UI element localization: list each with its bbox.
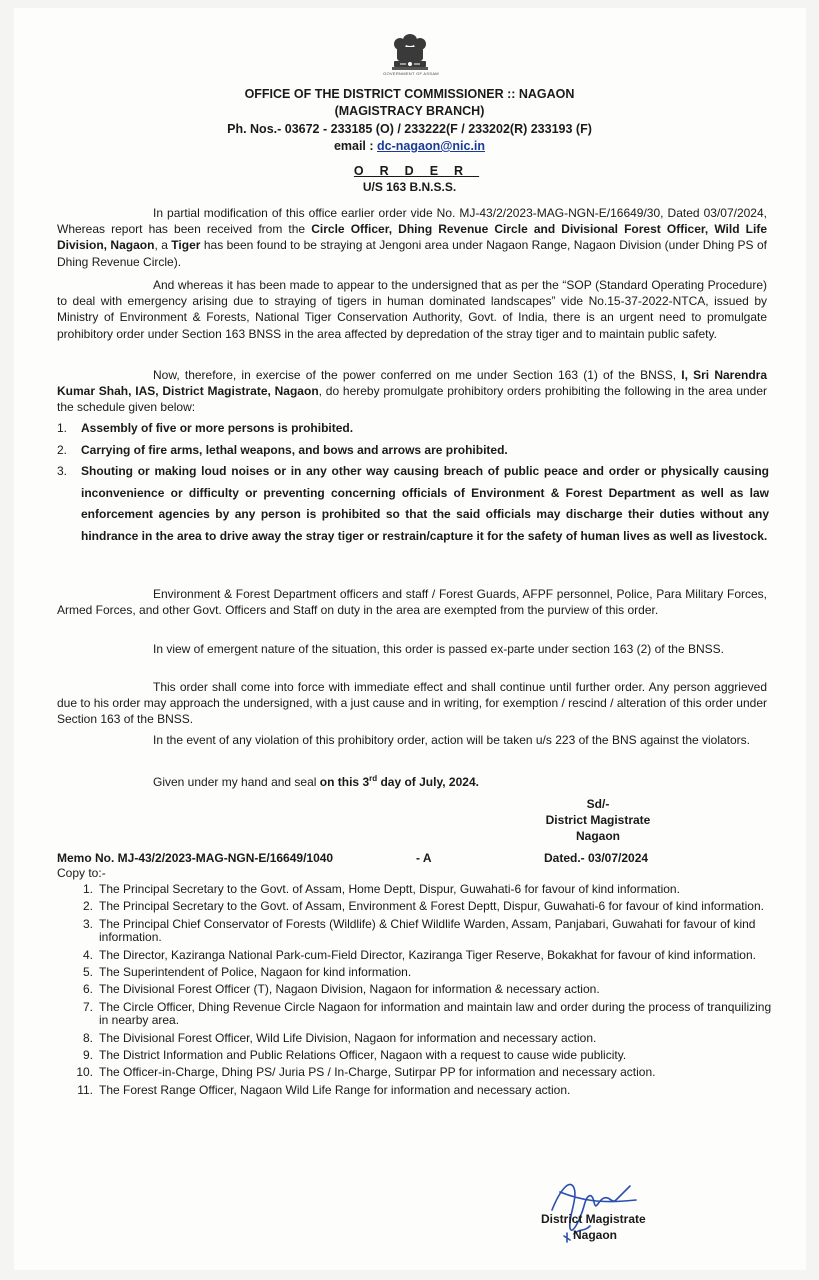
list-item: 2. The Principal Secretary to the Govt. of Assam, Environment & Forest Deptt, Dispur, Guwahati-6 for favour of kind information. — [82, 899, 764, 914]
memo-number: Memo No. MJ-43/2/2023-MAG-NGN-E/16649/1040 — [57, 851, 334, 865]
copy-to-label: Copy to:- — [57, 866, 106, 880]
signatory-place: Nagaon — [573, 1228, 618, 1242]
paragraph-2: And whereas it has been made to appear to the undersigned that as per the “SOP (Standard Operating Procedure) to deal with emergency arising due to straying of tigers in human dominated landscapes” vide No.15-37-2022-NTCA, issued by Ministry of Environment & Forests, National Tiger Conservation Authority, Govt. of India, there is an urgent need to promulgate prohibitory order under Section 163 BNSS in the area affected by depredation of the stray tiger and to maintain public safety. — [57, 278, 767, 341]
email-line — [0, 139, 819, 153]
signatory-title: District Magistrate — [545, 813, 651, 827]
copy-list — [73, 883, 773, 1101]
phone-numbers: Ph. Nos.- 03672 - 233185 (O) / 233222(F / 233202(R) 233193 (F) — [227, 122, 592, 136]
list-item: 1. The Principal Secretary to the Govt. of Assam, Home Deptt, Dispur, Guwahati-6 for favour of kind information. — [82, 882, 680, 896]
paragraph-3: Now, therefore, in exercise of the power conferred on me under Section 163 (1) of the BNSS, I, Sri Narendra Kumar Shah, IAS, District Magistrate, Nagaon, do hereby promulgate prohibitory orders prohibiting the following in the area under the schedule given below: — [57, 368, 768, 415]
branch-name: (MAGISTRACY BRANCH) — [334, 104, 485, 118]
signatory-title: District Magistrate — [541, 1212, 646, 1226]
list-item: 9. The District Information and Public Relations Officer, Nagaon with a request to cause wide publicity. — [82, 1048, 627, 1063]
list-item: 4. The Director, Kaziranga National Park-cum-Field Director, Kaziranga Tiger Reserve, Bokakhat for favour of kind information. — [82, 947, 756, 962]
emblem-caption: GOVERNMENT OF ASSAM — [383, 71, 439, 76]
signature-block-1 — [540, 796, 656, 844]
paragraph-4: Environment & Forest Department officers and staff / Forest Guards, AFPF personnel, Police, Para Military Forces, Armed Forces, and other Govt. Officers and Staff on duty in the area are exempted from the purview of this order. — [57, 587, 767, 618]
list-item: 10. The Officer-in-Charge, Dhing PS/ Juria PS / In-Charge, Sutirpar PP for information and necessary action. — [76, 1065, 656, 1080]
sd-mark: Sd/- — [586, 797, 610, 811]
paragraph-6: This order shall come into force with immediate effect and shall continue until further order. Any person aggrieved due to his order may approach the undersigned, with a just cause and in writing, for exemption / rescind / alteration of this order under Section 163 of the BNSS. — [57, 680, 767, 727]
paragraph-7: In the event of any violation of this prohibitory order, action will be taken u/s 223 of the BNS against the violators. — [153, 733, 751, 747]
office-name: OFFICE OF THE DISTRICT COMMISSIONER :: NAGAON — [244, 87, 575, 101]
order-subtitle: U/S 163 B.N.S.S. — [362, 180, 457, 194]
list-item: 5. The Superintendent of Police, Nagaon for kind information. — [82, 965, 412, 980]
given-line: Given under my hand and seal on this 3rd day of July, 2024. — [153, 774, 479, 789]
email-label: email : — [333, 139, 378, 153]
list-item: 11. The Forest Range Officer, Nagaon Wild Life Range for information and necessary action. — [77, 1082, 571, 1097]
order-title: ORDER — [353, 164, 480, 178]
paragraph-5: In view of emergent nature of the situation, this order is passed ex-parte under section 163 (2) of the BNSS. — [153, 642, 724, 656]
list-item: 2. Carrying of fire arms, lethal weapons, and bows and arrows are prohibited. — [57, 442, 508, 457]
list-item: 3. Shouting or making loud noises or in any other way causing breach of public peace and order or physically causing inconvenience or difficulty or preventing concerning officials of Environment & Forest Department as well as law enforcement agencies by any person is prohibited so that the said officials may discharge their duties without any hindrance in the area to drive away the stray tiger or restrain/capture it for the safety of human lives as well as livestock. — [57, 464, 769, 543]
memo-suffix: - A — [416, 851, 432, 865]
list-item: 6. The Divisional Forest Officer (T), Nagaon Division, Nagaon for information & necessary action. — [82, 982, 600, 997]
paragraph-1: In partial modification of this office earlier order vide No. MJ-43/2/2023-MAG-NGN-E/16649/30, Dated 03/07/2024, Whereas report has been received from the Circle Officer, Dhing Revenue Circle and Divisional Forest Officer, Wild Life Division, Nagaon, a Tiger has been found to be straying at Jengoni area under Nagaon Range, Nagaon Division (under Dhing PS of Dhing Revenue Circle). — [57, 206, 767, 269]
email-link[interactable]: dc-nagaon@nic.in — [377, 139, 486, 153]
prohibition-list — [57, 418, 769, 547]
list-item: 8. The Divisional Forest Officer, Wild Life Division, Nagaon for information and necessary action. — [82, 1030, 597, 1045]
list-item: 3. The Principal Chief Conservator of Forests (Wildlife) & Chief Wildlife Warden, Assam, Panjabari, Guwahati for favour of kind information. — [82, 916, 756, 945]
signatory-place: Nagaon — [575, 829, 620, 843]
signature-block-2 — [541, 1211, 646, 1243]
list-item: 7. The Circle Officer, Dhing Revenue Circle Nagaon for information and maintain law and order during the process of tranquilizing in nearby area. — [82, 999, 772, 1028]
memo-date: Dated.- 03/07/2024 — [544, 851, 649, 865]
list-item: 1. Assembly of five or more persons is prohibited. — [57, 421, 354, 435]
